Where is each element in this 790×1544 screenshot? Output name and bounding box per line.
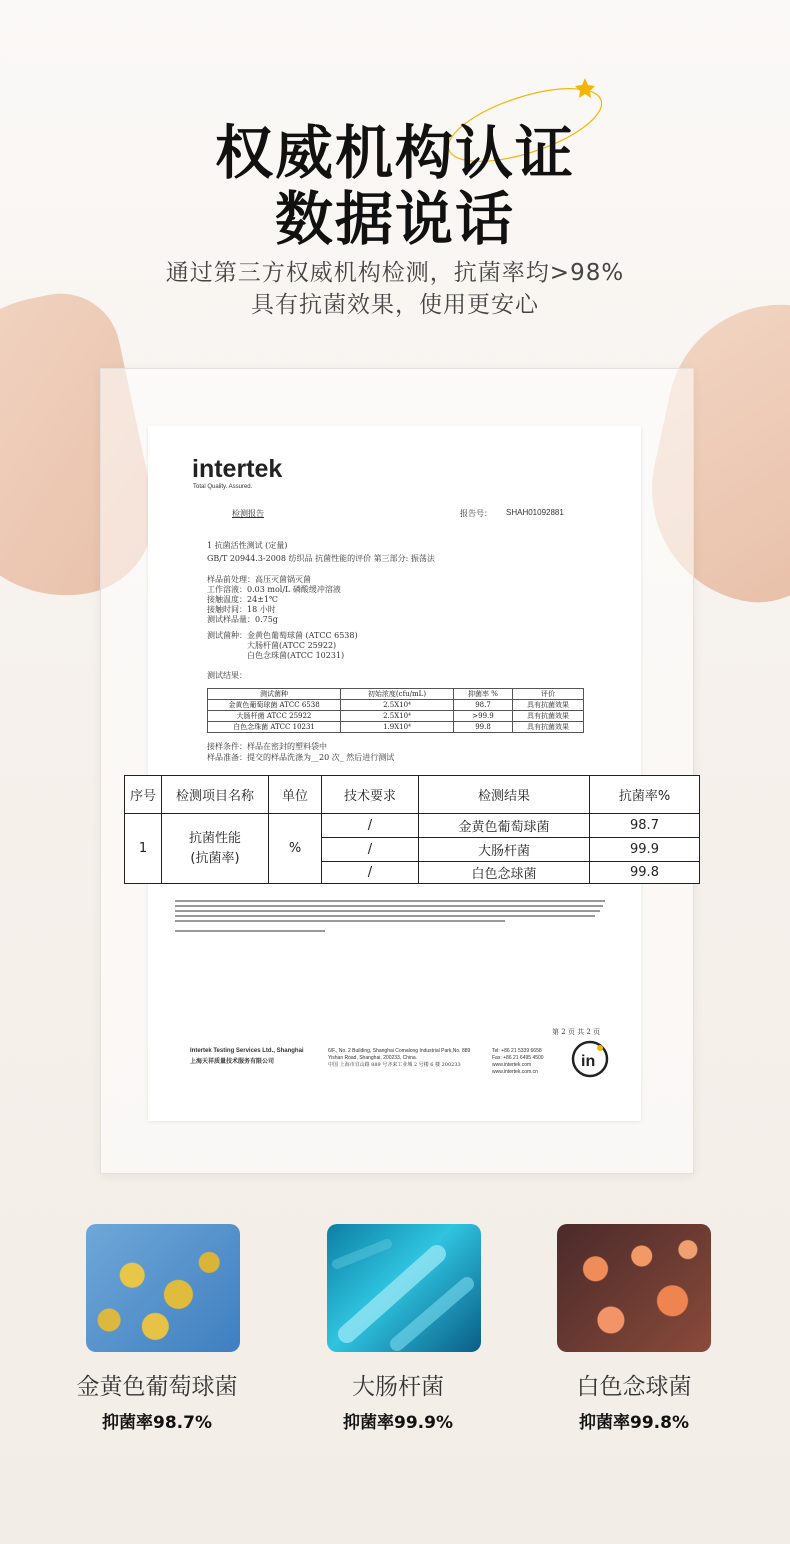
footer-address: 6/F., No. 2 Building, Shanghai Comalong Industrial Park,No. 889 Yishan Road, Shanghai, 200233, China.: [328, 1048, 471, 1061]
footer-company-cn: 上海天祥质量技术服务有限公司: [190, 1058, 275, 1065]
standard: GB/T 20944.3-2008 纺织品 抗菌性能的评价 第三部分: 振荡法: [207, 554, 435, 563]
row-requirement: /: [322, 838, 419, 862]
bacteria-rate-1: 抑菌率98.7%: [102, 1413, 212, 1433]
small-cell: 白色念珠菌 ATCC 10231: [208, 722, 341, 733]
header-requirement: 技术要求: [322, 776, 419, 814]
report-no-label: 报告号：: [460, 509, 492, 518]
bacteria-name-2: 大肠杆菌: [352, 1374, 444, 1400]
test-report-paper: [148, 426, 641, 1121]
section-title: 1 抗菌活性测试 (定量): [207, 541, 288, 550]
strain-3: 白色念珠菌(ATCC 10231): [247, 651, 345, 660]
small-cell: 99.8: [454, 722, 513, 733]
page-title-line2: 数据说话: [274, 185, 515, 253]
param-5: 测试样品量：0.75g: [207, 615, 278, 624]
param-3: 接触温度：24±1℃: [207, 595, 278, 604]
header-item: 检测项目名称: [162, 776, 269, 814]
strain-2: 大肠杆菌(ATCC 25922): [247, 641, 337, 650]
small-header: 测试菌种: [208, 689, 341, 700]
row-result: 大肠杆菌: [419, 838, 590, 862]
small-header: 初始浓度(cfu/mL): [341, 689, 454, 700]
small-cell: 具有抗菌效果: [513, 711, 584, 722]
param-2: 工作溶液：0.03 mol/L 磷酸缓冲溶液: [207, 585, 341, 594]
bacteria-rate-2: 抑菌率99.9%: [343, 1413, 453, 1433]
row-unit: %: [269, 814, 322, 884]
row-item-sub: (抗菌率): [190, 850, 240, 866]
bacteria-rate-3: 抑菌率99.8%: [579, 1413, 689, 1433]
header-result: 检测结果: [419, 776, 590, 814]
param-4: 接触时间：18 小时: [207, 605, 276, 614]
logo-tagline: Total Quality. Assured.: [193, 484, 253, 490]
small-header: 抑菌率 %: [454, 689, 513, 700]
small-cell: 1.9X10⁴: [341, 722, 454, 733]
footer-address-cn: 中国 上海市宜山路 889 号齐来工业城 2 号楼 6 楼 200233: [328, 1062, 461, 1068]
small-cell: >99.9: [454, 711, 513, 722]
footer-fax: Fax: +86 21 6495 4500: [492, 1055, 544, 1061]
report-results-table: [207, 688, 584, 733]
small-cell: 大肠杆菌 ATCC 25922: [208, 711, 341, 722]
report-label: 检测报告: [232, 509, 264, 518]
rod-bacteria-icon: [327, 1224, 481, 1352]
footer-tel: Tel: +86 21 5339 6658: [492, 1048, 542, 1054]
svg-text:in: in: [581, 1053, 596, 1070]
row-requirement: /: [322, 814, 419, 838]
small-cell: 具有抗菌效果: [513, 722, 584, 733]
header-unit: 单位: [269, 776, 322, 814]
subtitle-line2: 具有抗菌效果，使用更安心: [251, 292, 539, 318]
e-coli-image: [327, 1224, 481, 1352]
small-cell: 具有抗菌效果: [513, 700, 584, 711]
row-rate: 98.7: [590, 814, 700, 838]
small-cell: 金黄色葡萄球菌 ATCC 6538: [208, 700, 341, 711]
subtitle-line1: 通过第三方权威机构检测，抗菌率均>98%: [165, 260, 625, 286]
row-result: 金黄色葡萄球菌: [419, 814, 590, 838]
footer-web2: www.intertek.com.cn: [492, 1069, 538, 1075]
param-1: 样品前处理：高压灭菌锅灭菌: [207, 575, 311, 584]
report-no: SHAH01092881: [506, 508, 564, 517]
row-requirement: /: [322, 862, 419, 884]
fine-print: [175, 897, 605, 935]
page-title-line1: 权威机构认证: [214, 119, 575, 187]
row-result: 白色念球菌: [419, 862, 590, 884]
results-label: 测试结果：: [207, 671, 247, 680]
row-item: [162, 814, 269, 884]
bacteria-name-1: 金黄色葡萄球菌: [76, 1374, 238, 1400]
test-results-table: [124, 775, 700, 884]
row-rate: 99.9: [590, 838, 700, 862]
footer-company-en: Intertek Testing Services Ltd., Shanghai: [190, 1048, 304, 1054]
small-header: 评价: [513, 689, 584, 700]
intertek-logo: intertek: [192, 455, 283, 483]
header-index: 序号: [125, 776, 162, 814]
staphylococcus-image: [86, 1224, 240, 1352]
note-1: 接样条件：样品在密封的塑料袋中: [207, 742, 327, 751]
strain-1: 金黄色葡萄球菌 (ATCC 6538): [247, 631, 358, 640]
small-cell: 2.5X10⁴: [341, 711, 454, 722]
row-rate: 99.8: [590, 862, 700, 884]
bacteria-name-3: 白色念球菌: [576, 1374, 692, 1400]
row-item-name: 抗菌性能: [188, 830, 241, 846]
row-index: 1: [125, 814, 162, 884]
strains-label: 测试菌种：: [207, 631, 247, 640]
small-cell: 2.5X10⁴: [341, 700, 454, 711]
footer-web1: www.intertek.com: [492, 1062, 532, 1068]
header-rate: 抗菌率%: [590, 776, 700, 814]
page-indicator: 第 2 页 共 2 页: [552, 1028, 601, 1036]
note-2: 样品准备：提交的样品洗涤为__20 次_ 然后进行测试: [207, 753, 395, 762]
small-cell: 98.7: [454, 700, 513, 711]
intertek-badge-icon: [570, 1039, 610, 1079]
candida-image: [557, 1224, 711, 1352]
